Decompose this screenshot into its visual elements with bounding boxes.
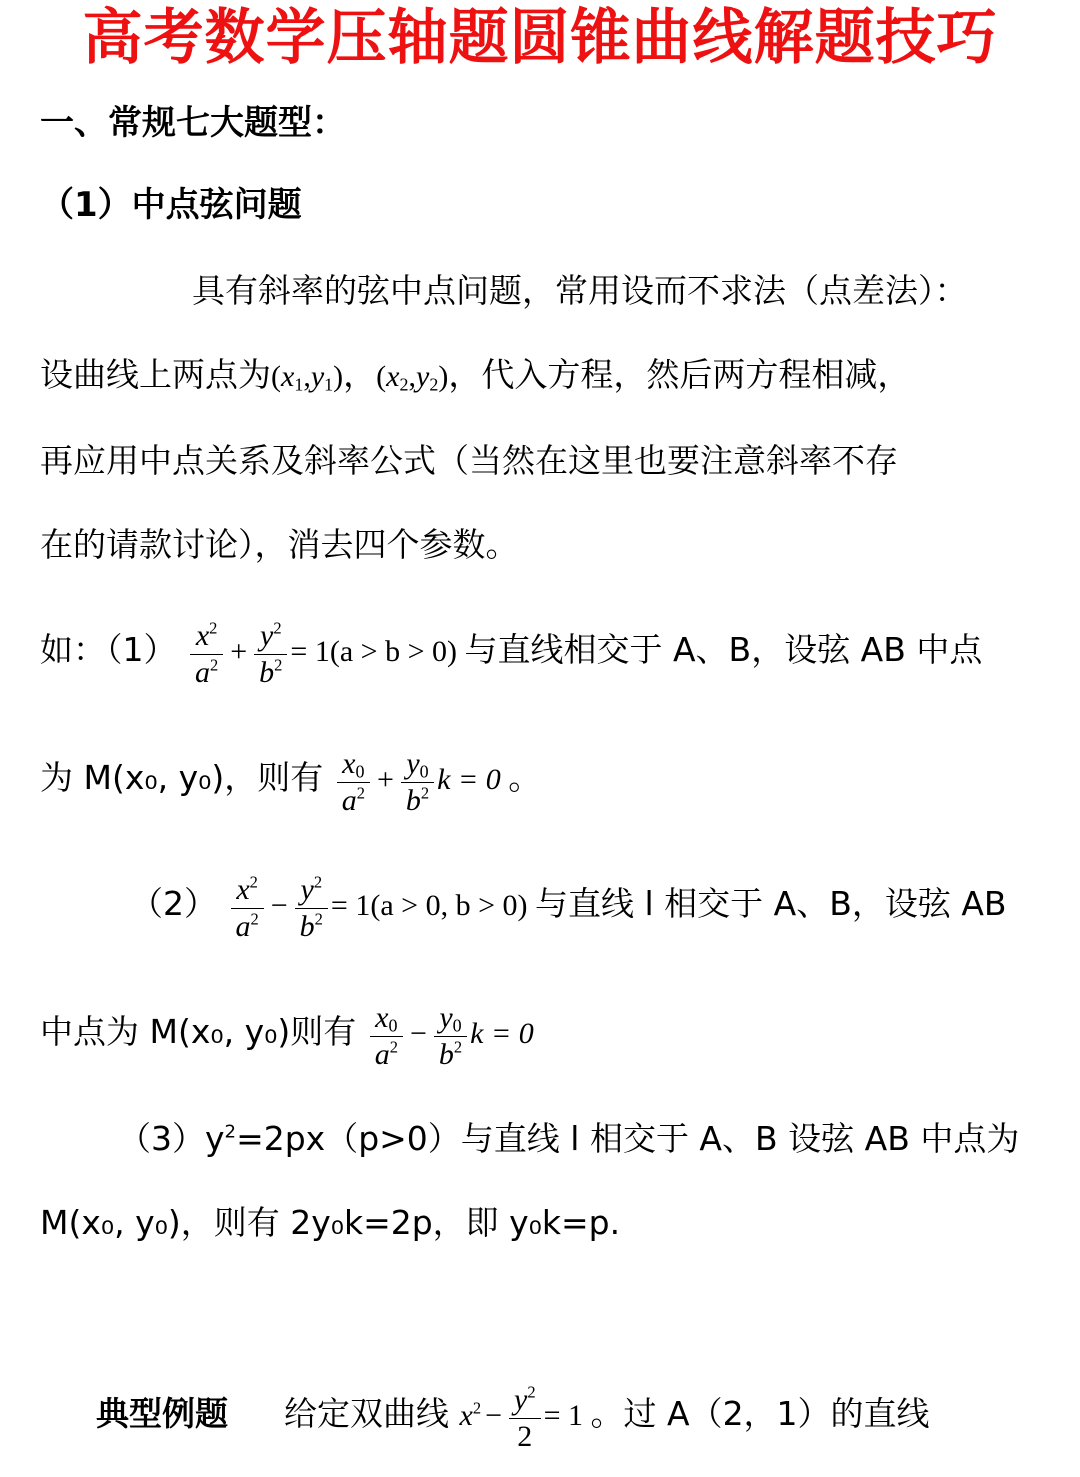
hyperbola-midpoint-formula: $\frac{x_0}{a^2}$ − $\frac{y_0}{b^2}$ k = 0 (367, 1017, 534, 1050)
separator: ， (343, 355, 377, 394)
example-2b-line (40, 994, 534, 1073)
example-1b-end: 。 (508, 758, 542, 797)
paragraph-1: 具有斜率的弦中点问题，常用设而不求法（点差法）： (192, 271, 968, 310)
paragraph-4: 在的请款讨论），消去四个参数。 (40, 525, 519, 564)
hyperbola-result: k = 0 (470, 1017, 534, 1050)
typical-example-line (96, 1376, 930, 1455)
typical-example-text-a: 给定双曲线 (284, 1394, 449, 1433)
paragraph-3: 再应用中点关系及斜率公式（当然在这里也要注意斜率不存 (40, 441, 898, 480)
subsection-heading: （1）中点弦问题 (40, 185, 302, 225)
example-1b-prefix: 为 M(x₀, y₀)，则有 (40, 758, 324, 797)
example-2b-prefix: 中点为 M(x₀, y₀)则有 (40, 1012, 357, 1051)
example-3-text-b: =2px（p>0）与直线 l 相交于 A、B 设弦 AB 中点为 (236, 1119, 1020, 1158)
example-2-suffix: 与直线 l 相交于 A、B，设弦 AB (534, 884, 1007, 923)
ellipse-midpoint-formula: $\frac{x_0}{a^2}$ + $\frac{y_0}{b^2}$ k = 0 (334, 763, 508, 796)
paragraph-2-text-b: ，代入方程，然后两方程相减， (448, 355, 911, 394)
hyperbola-condition: = 1(a > 0, b > 0) (330, 889, 528, 922)
section-heading: 一、常规七大题型： (40, 103, 346, 143)
example-1b-line (40, 740, 541, 819)
example-2-line (130, 866, 1007, 945)
example-2-prefix: （2） (130, 884, 217, 923)
paragraph-2 (40, 350, 910, 402)
example-3-line (118, 1114, 1019, 1164)
page-title: 高考数学压轴题圆锥曲线解题技巧 (82, 3, 998, 73)
ellipse-result: k = 0 (437, 763, 501, 796)
paragraph-2-text-a: 设曲线上两点为 (40, 355, 271, 394)
example-3-conclusion: M(x₀, y₀)，则有 2y₀k=2p，即 y₀k=p. (40, 1203, 621, 1242)
typical-example-label: 典型例题 (96, 1394, 228, 1433)
typical-example-text-b: 。过 A（2，1）的直线 (590, 1394, 930, 1433)
ellipse-equation: $\frac{x^2}{a^2}$ + $\frac{y^2}{b^2}$ = 1(a > b > 0) (187, 635, 464, 668)
point-1: $(x_1,y_1)$ (271, 360, 344, 395)
hyperbola-equation: $\frac{x^2}{a^2}$ − $\frac{y^2}{b^2}$ = 1(a > 0, b > 0) (228, 889, 535, 922)
ellipse-condition: = 1(a > b > 0) (290, 635, 457, 668)
point-2: $(x_2,y_2)$ (376, 360, 449, 395)
example-3-text-a: （3）y (118, 1119, 225, 1158)
example-1-suffix: 与直线相交于 A、B，设弦 AB 中点 (464, 630, 983, 669)
example-1-line (40, 612, 982, 691)
typical-example-equation: $x^2$ − $\frac{y^2}{2}$ = 1 (459, 1382, 583, 1453)
example-3-superscript: 2 (224, 1121, 237, 1143)
example-1-prefix: 如：（1） (40, 630, 177, 669)
typical-example-eq-rhs: = 1 (543, 1399, 583, 1432)
